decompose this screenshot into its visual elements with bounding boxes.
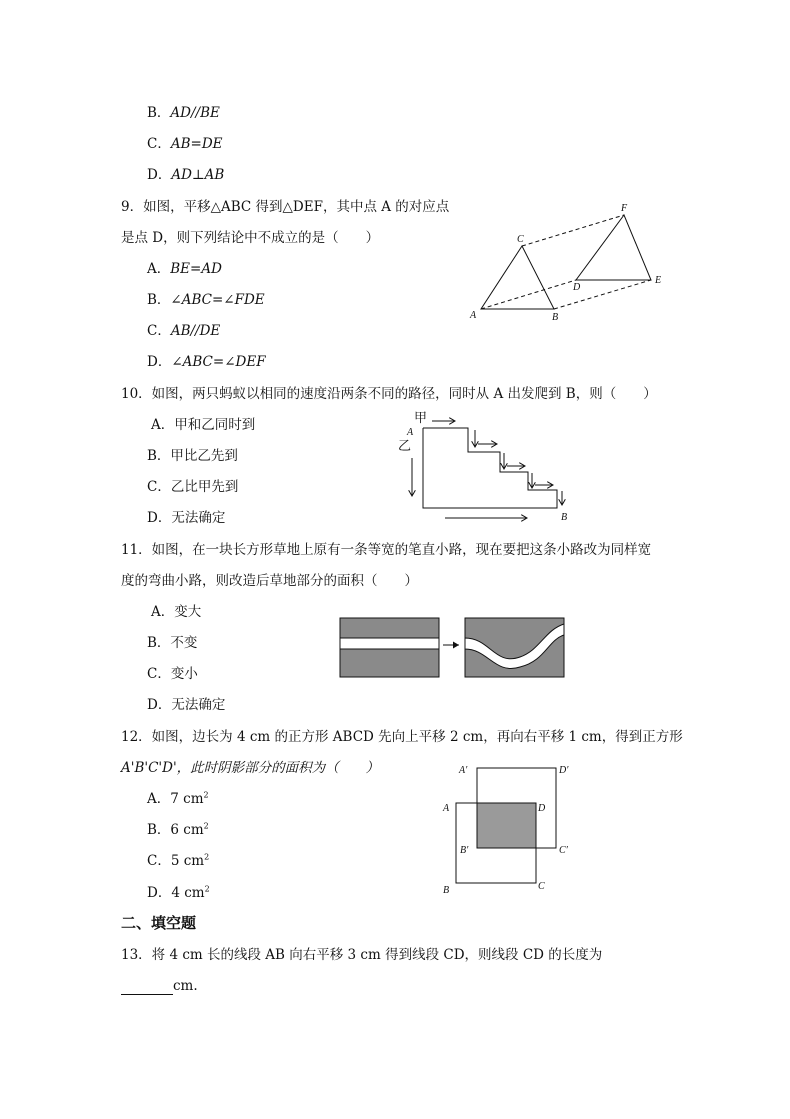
option-text: 4 cm: [171, 885, 205, 901]
option-letter: C．: [147, 136, 171, 152]
label-c: C: [538, 881, 545, 892]
q12-stem-line1: 12．如图，边长为 4 cm 的正方形 ABCD 先向上平移 2 cm，再向右平移 1 cm，得到正方形: [121, 729, 683, 745]
q10-stem: 10．如图，两只蚂蚁以相同的速度沿两条不同的路径，同时从 A 出发爬到 B，则（ ）: [121, 386, 657, 402]
label-a: A: [443, 803, 450, 814]
superscript: 2: [203, 790, 209, 800]
label-a-prime: A′: [459, 765, 468, 776]
q11-stem-line1: 11．如图，在一块长方形草地上原有一条等宽的笔直小路，现在要把这条小路改为同样宽: [121, 542, 652, 558]
q13-stem: 13．将 4 cm 长的线段 AB 向右平移 3 cm 得到线段 CD，则线段 CD 的长度为: [121, 947, 603, 963]
q9-stem-line2: 是点 D，则下列结论中不成立的是（ ）: [121, 230, 380, 246]
label-c-prime: C′: [559, 845, 568, 856]
label-b: B: [443, 885, 450, 896]
option-letter: D．: [147, 885, 172, 901]
label-b: B: [561, 512, 568, 523]
option-text: ∠ABC=∠DEF: [171, 354, 266, 370]
option-letter: A．: [147, 261, 171, 277]
answer-blank[interactable]: [121, 980, 173, 995]
unit-text: cm.: [173, 978, 198, 994]
label-f: F: [621, 203, 628, 214]
option-letter: D．: [147, 354, 172, 370]
q10-option-a: A．甲和乙同时到: [151, 417, 256, 433]
q10-option-c: C．乙比甲先到: [147, 479, 239, 495]
q9-stem-line1: 9．如图，平移△ABC 得到△DEF，其中点 A 的对应点: [121, 199, 450, 215]
option-letter: D．: [147, 167, 172, 183]
option-text: 5 cm: [170, 853, 205, 869]
superscript: 2: [204, 852, 210, 862]
option-text: 6 cm: [170, 822, 204, 838]
option-text: AB=DE: [170, 136, 223, 152]
superscript: 2: [203, 821, 209, 831]
option-letter: C．: [147, 853, 171, 869]
q13-answer-line: [121, 977, 198, 995]
label-d: D: [538, 803, 546, 814]
q11-option-a: A．变大: [151, 604, 202, 620]
q10-option-b: B．甲比乙先到: [147, 448, 238, 464]
label-b: B: [552, 312, 559, 323]
label-jia: 甲: [414, 410, 428, 425]
label-e: E: [655, 275, 662, 286]
option-letter: A．: [147, 791, 171, 807]
q11-option-b: B．不变: [147, 635, 198, 651]
option-text: 7 cm: [170, 791, 204, 807]
q12-stem-line2: A'B'C'D'，此时阴影部分的面积为（ ）: [121, 760, 380, 776]
label-b-prime: B′: [460, 845, 469, 856]
q11-stem-line2: 度的弯曲小路，则改造后草地部分的面积（ ）: [121, 573, 418, 589]
q11-option-c: C．变小: [147, 666, 198, 682]
option-text: BE=AD: [170, 261, 222, 277]
section-heading: 二、填空题: [121, 914, 197, 932]
label-d: D: [573, 282, 581, 293]
label-c: C: [517, 234, 524, 245]
option-text: AB//DE: [170, 323, 221, 339]
option-letter: B．: [147, 292, 171, 308]
label-yi: 乙: [398, 438, 412, 453]
q11-option-d: D．无法确定: [147, 697, 226, 713]
option-text: AD//BE: [170, 105, 220, 121]
superscript: 2: [204, 884, 210, 894]
option-letter: B．: [147, 822, 171, 838]
option-letter: C．: [147, 323, 171, 339]
label-d-prime: D′: [559, 765, 569, 776]
option-text: AD⊥AB: [171, 167, 225, 183]
q10-option-d: D．无法确定: [147, 510, 226, 526]
option-text: ∠ABC=∠FDE: [170, 292, 265, 308]
label-a: A: [470, 310, 477, 321]
shaded-overlap: [477, 803, 536, 848]
label-a: A: [407, 427, 414, 438]
option-letter: B．: [147, 105, 171, 121]
